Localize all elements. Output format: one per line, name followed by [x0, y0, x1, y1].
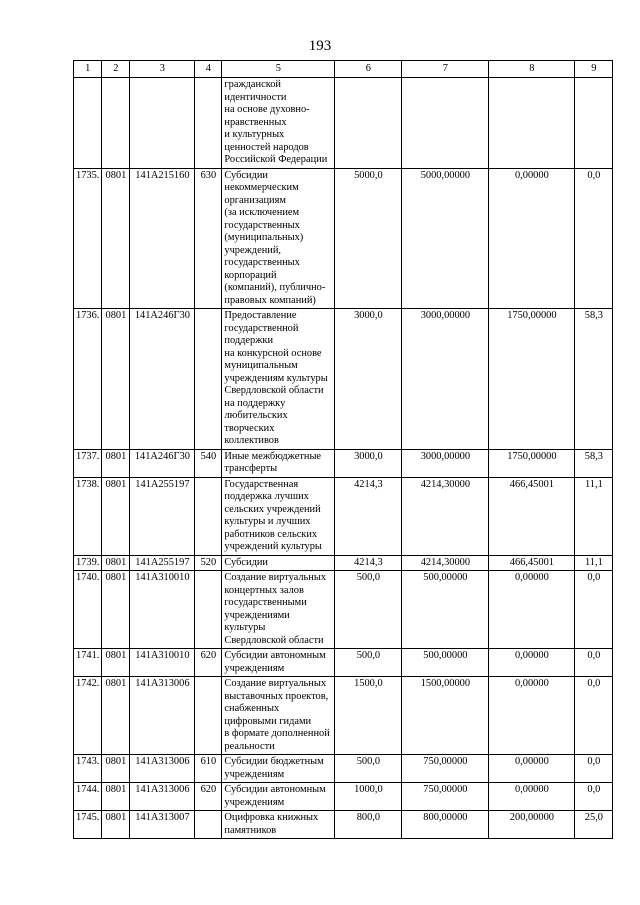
item-name: Субсидии бюджетным учреждениям [222, 755, 335, 783]
table-row [74, 449, 613, 477]
item-name: Субсидии автономным учреждениям [222, 649, 335, 677]
approved-amount: 5000,00000 [402, 168, 489, 309]
item-name: Оцифровка книжных памятников [222, 811, 335, 839]
expense-type-code: 520 [195, 555, 222, 571]
approved-amount: 750,00000 [402, 755, 489, 783]
approved-amount: 1500,00000 [402, 677, 489, 755]
section-code: 0801 [102, 755, 130, 783]
column-number: 6 [335, 61, 402, 78]
planned-amount: 1000,0 [335, 783, 402, 811]
expense-type-code: 620 [195, 783, 222, 811]
executed-amount: 466,45001 [489, 555, 575, 571]
target-article-code: 141A246Г30 [130, 449, 195, 477]
execution-percent: 0,0 [575, 677, 613, 755]
executed-amount: 0,00000 [489, 571, 575, 649]
executed-amount [489, 78, 575, 169]
column-number: 2 [102, 61, 130, 78]
approved-amount: 500,00000 [402, 571, 489, 649]
planned-amount: 3000,0 [335, 309, 402, 450]
section-code: 0801 [102, 555, 130, 571]
row-number: 1740. [74, 571, 102, 649]
approved-amount: 800,00000 [402, 811, 489, 839]
target-article-code: 141A310010 [130, 571, 195, 649]
row-number: 1738. [74, 477, 102, 555]
target-article-code [130, 78, 195, 169]
table-row [74, 783, 613, 811]
target-article-code: 141A313006 [130, 783, 195, 811]
execution-percent: 25,0 [575, 811, 613, 839]
item-name: Предоставление государственной поддержки на конкурсной основе муниципальным учреждениям культуры Свердловской области на поддержку любительских творческих коллективов [222, 309, 335, 450]
section-code [102, 78, 130, 169]
column-number: 5 [222, 61, 335, 78]
execution-percent: 0,0 [575, 168, 613, 309]
section-code: 0801 [102, 477, 130, 555]
column-number: 1 [74, 61, 102, 78]
execution-percent: 11,1 [575, 555, 613, 571]
target-article-code: 141A255197 [130, 555, 195, 571]
planned-amount: 3000,0 [335, 449, 402, 477]
table-row [74, 649, 613, 677]
execution-percent: 0,0 [575, 755, 613, 783]
planned-amount [335, 78, 402, 169]
approved-amount: 3000,00000 [402, 309, 489, 450]
execution-percent [575, 78, 613, 169]
execution-percent: 0,0 [575, 571, 613, 649]
column-number: 8 [489, 61, 575, 78]
expense-type-code [195, 309, 222, 450]
planned-amount: 4214,3 [335, 477, 402, 555]
target-article-code: 141A313006 [130, 755, 195, 783]
table-row [74, 78, 613, 169]
executed-amount: 0,00000 [489, 168, 575, 309]
section-code: 0801 [102, 811, 130, 839]
section-code: 0801 [102, 649, 130, 677]
table-row [74, 168, 613, 309]
target-article-code: 141A310010 [130, 649, 195, 677]
planned-amount: 500,0 [335, 571, 402, 649]
row-number: 1736. [74, 309, 102, 450]
table-row [74, 555, 613, 571]
approved-amount: 4214,30000 [402, 477, 489, 555]
section-code: 0801 [102, 168, 130, 309]
planned-amount: 1500,0 [335, 677, 402, 755]
item-name: гражданской идентичности на основе духовно- нравственных и культурных ценностей народов Российской Федерации [222, 78, 335, 169]
target-article-code: 141A313006 [130, 677, 195, 755]
page-number: 193 [308, 38, 332, 54]
executed-amount: 0,00000 [489, 677, 575, 755]
item-name: Субсидии некоммерческим организациям (за исключением государственных (муниципальных) учреждений, государственных корпораций (компаний), публично- правовых компаний) [222, 168, 335, 309]
executed-amount: 1750,00000 [489, 449, 575, 477]
item-name: Субсидии [222, 555, 335, 571]
row-number: 1741. [74, 649, 102, 677]
planned-amount: 800,0 [335, 811, 402, 839]
executed-amount: 1750,00000 [489, 309, 575, 450]
target-article-code: 141A313007 [130, 811, 195, 839]
expense-type-code [195, 78, 222, 169]
approved-amount: 4214,30000 [402, 555, 489, 571]
executed-amount: 466,45001 [489, 477, 575, 555]
row-number: 1737. [74, 449, 102, 477]
target-article-code: 141A246Г30 [130, 309, 195, 450]
expense-type-code [195, 811, 222, 839]
column-number: 3 [130, 61, 195, 78]
column-number: 9 [575, 61, 613, 78]
planned-amount: 500,0 [335, 649, 402, 677]
section-code: 0801 [102, 783, 130, 811]
row-number: 1744. [74, 783, 102, 811]
execution-percent: 0,0 [575, 783, 613, 811]
table-row [74, 811, 613, 839]
row-number: 1743. [74, 755, 102, 783]
item-name: Создание виртуальных выставочных проектов, снабженных цифровыми гидами в формате дополненной реальности [222, 677, 335, 755]
section-code: 0801 [102, 571, 130, 649]
executed-amount: 0,00000 [489, 783, 575, 811]
expense-type-code [195, 477, 222, 555]
row-number: 1735. [74, 168, 102, 309]
planned-amount: 500,0 [335, 755, 402, 783]
table-row [74, 677, 613, 755]
executed-amount: 200,00000 [489, 811, 575, 839]
item-name: Создание виртуальных концертных залов государственными учреждениями культуры Свердловской области [222, 571, 335, 649]
table-row [74, 477, 613, 555]
expense-type-code [195, 677, 222, 755]
section-code: 0801 [102, 677, 130, 755]
executed-amount: 0,00000 [489, 649, 575, 677]
execution-percent: 11,1 [575, 477, 613, 555]
section-code: 0801 [102, 309, 130, 450]
item-name: Иные межбюджетные трансферты [222, 449, 335, 477]
section-code: 0801 [102, 449, 130, 477]
expense-type-code: 630 [195, 168, 222, 309]
target-article-code: 141A255197 [130, 477, 195, 555]
expense-type-code: 610 [195, 755, 222, 783]
table-row [74, 571, 613, 649]
execution-percent: 0,0 [575, 649, 613, 677]
expense-type-code: 620 [195, 649, 222, 677]
table-row [74, 755, 613, 783]
target-article-code: 141A215160 [130, 168, 195, 309]
executed-amount: 0,00000 [489, 755, 575, 783]
item-name: Субсидии автономным учреждениям [222, 783, 335, 811]
item-name: Государственная поддержка лучших сельских учреждений культуры и лучших работников сельских учреждений культуры [222, 477, 335, 555]
row-number: 1742. [74, 677, 102, 755]
row-number: 1745. [74, 811, 102, 839]
row-number: 1739. [74, 555, 102, 571]
execution-percent: 58,3 [575, 449, 613, 477]
planned-amount: 4214,3 [335, 555, 402, 571]
table-row [74, 309, 613, 450]
execution-percent: 58,3 [575, 309, 613, 450]
approved-amount: 3000,00000 [402, 449, 489, 477]
approved-amount: 750,00000 [402, 783, 489, 811]
expense-type-code [195, 571, 222, 649]
column-number-row [74, 61, 613, 78]
approved-amount [402, 78, 489, 169]
column-number: 7 [402, 61, 489, 78]
approved-amount: 500,00000 [402, 649, 489, 677]
row-number [74, 78, 102, 169]
column-number: 4 [195, 61, 222, 78]
planned-amount: 5000,0 [335, 168, 402, 309]
expense-type-code: 540 [195, 449, 222, 477]
budget-table [73, 60, 613, 839]
